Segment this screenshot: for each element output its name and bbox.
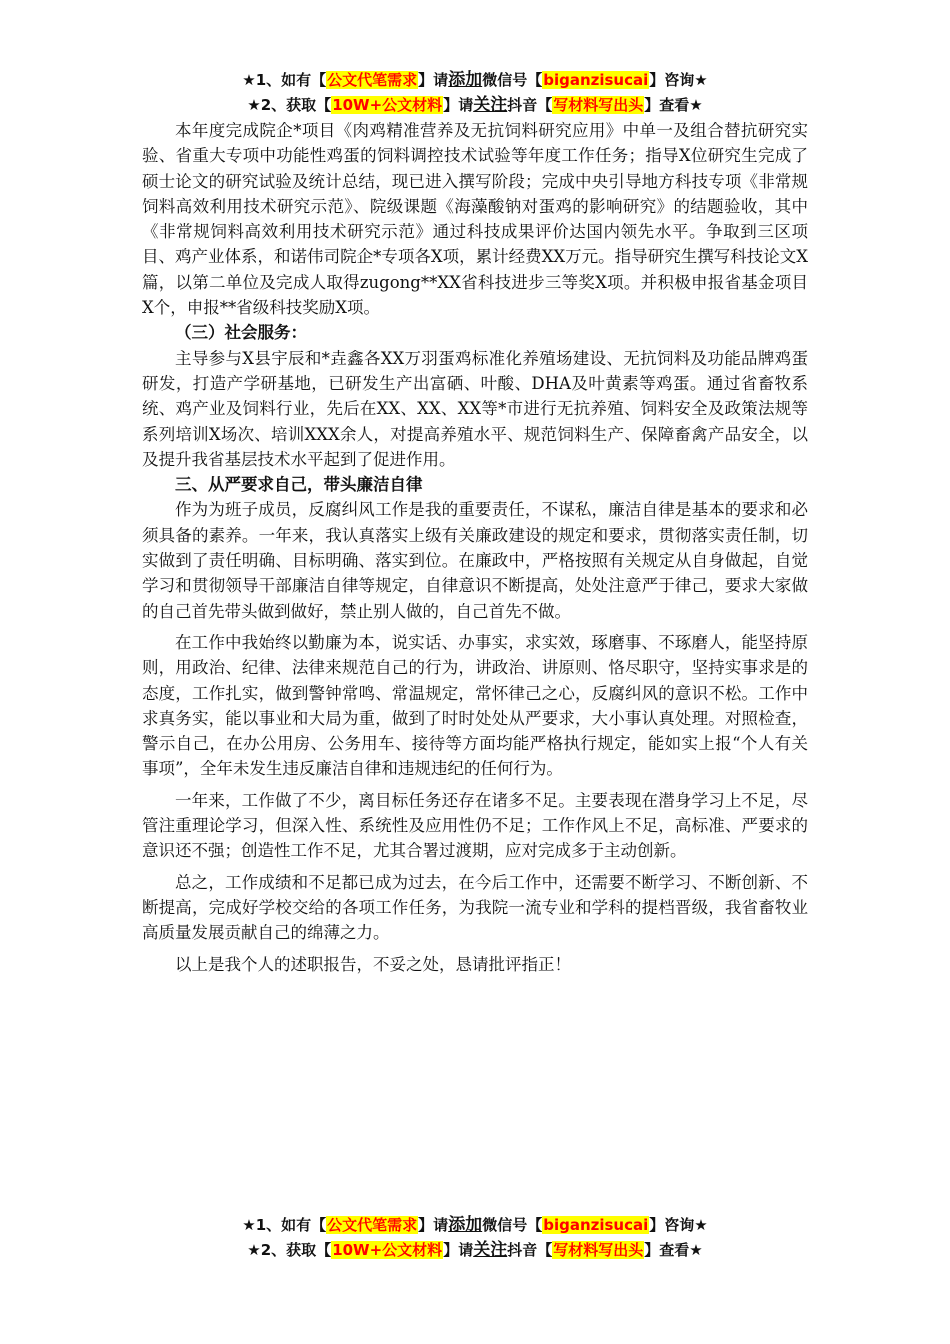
paragraph-closing: 以上是我个人的述职报告，不妥之处，恳请批评指正！	[175, 954, 571, 974]
top-promo-banner	[0, 68, 950, 118]
paragraph-summary: 总之，工作成绩和不足都已成为过去，在今后工作中，还需要不断学习、不断创新、不断提高，完成好学校交给的各项工作任务，为我院一流专业和学科的提档晋级，我省畜牧业高质量发展贡献自己的绵薄之力。	[142, 872, 808, 943]
heading-integrity: 三、从严要求自己，带头廉洁自律	[175, 475, 423, 495]
promo-line-2-bottom: ★2、获取【10W+公文材料】请关注抖音【写材料写出头】查看★	[247, 1240, 703, 1260]
highlight-service: 公文代笔需求	[327, 71, 418, 89]
paragraph-shortcomings: 一年来，工作做了不少，离目标任务还存在诸多不足。主要表现在潜身学习上不足，尽管注重理论学习，但深入性、系统性及应用性仍不足；工作作风上不足，高标准、严要求的意识还不强；创造性工作不足，尤其合署过渡期，应对完成多于主动创新。	[142, 790, 808, 861]
highlight-wechat-id: biganzisucai	[543, 71, 649, 89]
paragraph-research: 本年度完成院企*项目《肉鸡精准营养及无抗饲料研究应用》中单一及组合替抗研究实验、省重大专项中功能性鸡蛋的饲料调控技术试验等年度工作任务；指导X位研究生完成了硕士论文的研究试验及统计总结，现已进入撰写阶段；完成中央引导地方科技专项《非常规饲料高效利用技术研究示范》、院级课题《海藻酸钠对蛋鸡的影响研究》的结题验收，其中《非常规饲料高效利用技术研究示范》通过科技成果评价达国内领先水平。争取到三区项目、鸡产业体系，和诺伟司院企*专项各X项，累计经费XX万元。指导研究生撰写科技论文X篇，以第二单位及完成人取得zugong**XX省科技进步三等奖X项。并积极申报省基金项目X个，申报**省级科技奖励X项。	[142, 121, 808, 318]
paragraph-integrity-1: 作为为班子成员，反腐纠风工作是我的重要责任，不谋私，廉洁自律是基本的要求和必须具备的素养。一年来，我认真落实上级有关廉政建设的规定和要求，贯彻落实责任制，切实做到了责任明确、目标明确、落实到位。在廉政中，严格按照有关规定从自身做起，自觉学习和贯彻领导干部廉洁自律等规定，自律意识不断提高，处处注意严于律己，要求大家做的自己首先带头做到做好，禁止别人做的，自己首先不做。	[142, 500, 808, 621]
promo-line-2: ★2、获取【10W+公文材料】请关注抖音【写材料写出头】查看★	[247, 95, 703, 115]
promo-line-1: ★1、如有【公文代笔需求】请添加微信号【biganzisucai】咨询★	[242, 70, 708, 90]
bottom-promo-banner	[0, 1213, 950, 1263]
document-body	[142, 118, 808, 977]
promo-line-1-bottom: ★1、如有【公文代笔需求】请添加微信号【biganzisucai】咨询★	[242, 1215, 708, 1235]
paragraph-integrity-2: 在工作中我始终以勤廉为本，说实话、办事实，求实效，琢磨事、不琢磨人，能坚持原则，用政治、纪律、法律来规范自己的行为，讲政治、讲原则、恪尽职守，坚持实事求是的态度，工作扎实，做到警钟常鸣、常温规定，常怀律己之心，反腐纠风的意识不松。工作中求真务实，能以事业和大局为重，做到了时时处处从严要求，大小事认真处理。对照检查，警示自己，在办公用房、公务用车、接待等方面均能严格执行规定，能如实上报“个人有关事项”，全年未发生违反廉洁自律和违规违纪的任何行为。	[142, 632, 808, 779]
highlight-materials: 10W+公文材料	[332, 96, 443, 114]
highlight-douyin-id: 写材料写出头	[553, 96, 644, 114]
paragraph-social-service: 主导参与X县宇辰和*垚鑫各XX万羽蛋鸡标准化养殖场建设、无抗饲料及功能品牌鸡蛋研发，打造产学研基地，已研发生产出富硒、叶酸、DHA及叶黄素等鸡蛋。通过省畜牧系统、鸡产业及饲料行业，先后在XX、XX、XX等*市进行无抗养殖、饲料安全及政策法规等系列培训X场次、培训XXX余人，对提高养殖水平、规范饲料生产、保障畜禽产品安全，以及提升我省基层技术水平起到了促进作用。	[142, 348, 808, 469]
heading-social-service: （三）社会服务：	[175, 323, 307, 343]
